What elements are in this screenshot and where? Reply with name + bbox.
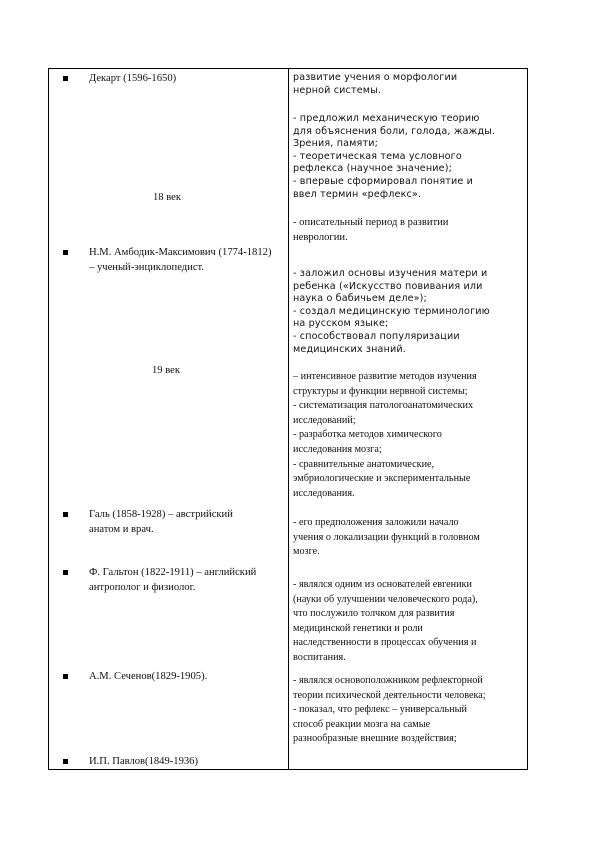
right-block-19-century: – интенсивное развитие методов изучения структуры и функции нервной системы; - систематизация патологоанатомических исследований; - разработка методов химического исследования мозга; - сравнительные анатомические, эмбриологические и экспериментальные исследования. bbox=[293, 371, 477, 499]
bullet-icon bbox=[63, 759, 68, 764]
bullet-icon bbox=[63, 570, 68, 575]
left-entry-pavlov: И.П. Павлов(1849-1936) bbox=[89, 756, 199, 767]
century-label-18: 18 век bbox=[153, 192, 182, 203]
right-block-gall: - его предположения заложили начало учения о локализации функций в головном мозге. bbox=[293, 517, 480, 558]
left-entry-sechenov: А.М. Сеченов(1829-1905). bbox=[89, 671, 208, 682]
left-entry-descartes: Декарт (1596-1650) bbox=[89, 73, 177, 84]
left-entry-gall: Галь (1858-1928) – австрийский анатом и врач. bbox=[89, 509, 233, 535]
right-block-morphology: развитие учения о морфологии нерной системы. bbox=[293, 72, 458, 96]
right-block-18-century: - описательный период в развитии неврологии. bbox=[293, 217, 449, 243]
century-label-19: 19 век bbox=[152, 365, 181, 376]
left-entry-galton: Ф. Гальтон (1822-1911) – английский антрополог и физиолог. bbox=[89, 567, 257, 593]
right-block-descartes: - предложил механическую теорию для объяснения боли, голода, жажды. Зрения, памяти; - теоретическая тема условного рефлекса (научное значение); - впервые сформировал понятие и ввел термин «рефлекс». bbox=[293, 113, 496, 200]
left-entry-ambodik: Н.М. Амбодик-Максимович (1774-1812) – ученый-энциклопедист. bbox=[89, 247, 272, 273]
bullet-icon bbox=[63, 76, 68, 81]
bullet-icon bbox=[63, 250, 68, 255]
right-block-galton: - являлся одним из основателей евгеники (науки об улучшении человеческого рода), что послужило толчком для развития медицинской генетики и роли наследственности в процессах обучения и воспитания. bbox=[293, 579, 478, 663]
right-block-ambodik: - заложил основы изучения матери и ребенка («Искусство повивания или наука о бабичьем деле»); - создал медицинскую терминологию на русском языке; - способствовал популяризации медицинских знаний. bbox=[293, 268, 490, 355]
bullet-icon bbox=[63, 512, 68, 517]
column-divider bbox=[288, 68, 289, 770]
right-block-sechenov: - являлся основоположником рефлекторной теории психической деятельности человека; - показал, что рефлекс – универсальный способ реакции мозга на самые разнообразные внешние воздействия; bbox=[293, 675, 486, 745]
bullet-icon bbox=[63, 674, 68, 679]
